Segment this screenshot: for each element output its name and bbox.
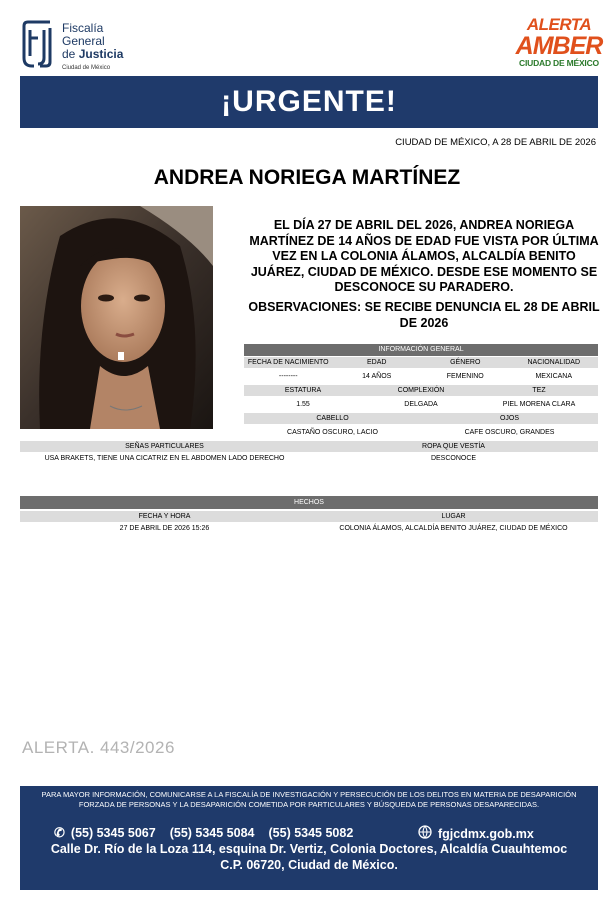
info-col-header: SEÑAS PARTICULARES (125, 443, 204, 450)
info-value-row-2 (244, 399, 598, 410)
alert-number: ALERTA. 443/2026 (22, 738, 175, 757)
info-value: PIEL MORENA CLARA (502, 401, 576, 408)
date-line: CIUDAD DE MÉXICO, A 28 DE ABRIL DE 2026 (395, 137, 596, 148)
amber-line2: AMBER (515, 32, 603, 60)
info-value: USA BRAKETS, TIENE UNA CICATRIZ EN EL ABDOMEN LADO DERECHO (44, 455, 285, 462)
info-value: 14 AÑOS (362, 373, 392, 380)
logo-line1: Fiscalía (62, 21, 104, 35)
case-description: EL DÍA 27 DE ABRIL DEL 2026, ANDREA NORIEGA MARTÍNEZ DE 14 AÑOS DE EDAD FUE VISTA POR ÚLTIMA VEZ EN LA COLONIA ÁLAMOS, ALCALDÍA BENITO JUÁREZ, CIUDAD DE MÉXICO. DESDE ESE MOMENTO SE DESCONOCE SU PARADERO. (249, 218, 599, 294)
info-header-row-2 (244, 385, 598, 396)
website (418, 825, 534, 842)
info-col-header: NACIONALIDAD (527, 359, 580, 366)
info-value-row-3 (244, 427, 598, 438)
info-header-row-3 (244, 413, 598, 424)
phone-number[interactable]: (55) 5345 5067 (70, 826, 156, 840)
facts-col-header: LUGAR (441, 513, 466, 520)
footer-note: PARA MAYOR INFORMACIÓN, COMUNICARSE A LA FISCALÍA DE INVESTIGACIÓN Y PERSECUCIÓN DE LOS DELITOS EN MATERIA DE DESAPARICIÓN FORZADA DE PERSONAS Y LA DESAPARICIÓN COMETIDA POR PARTICULARES Y BÚSQUEDA DE PERSONAS DESAPARECIDAS. (41, 790, 577, 809)
fgj-logo-text (62, 22, 123, 72)
info-col-header: EDAD (367, 359, 387, 366)
info-header-row-1 (244, 357, 598, 368)
facts-value: 27 DE ABRIL DE 2026 15:26 (119, 525, 210, 532)
logo-line3 (62, 48, 123, 61)
facts-value: COLONIA ÁLAMOS, ALCALDÍA BENITO JUÁREZ, CIUDAD DE MÉXICO (339, 525, 568, 532)
phone-list (54, 825, 367, 841)
facts-header (20, 496, 598, 509)
facts-title: HECHOS (294, 499, 324, 506)
logo-line2: General (62, 34, 105, 48)
amber-line1: ALERTA (526, 15, 592, 34)
facts-value-row (20, 523, 598, 534)
info-value: CASTAÑO OSCURO, LACIO (287, 429, 378, 436)
amber-line3: CIUDAD DE MÉXICO (519, 58, 599, 68)
info-col-header: OJOS (499, 415, 520, 422)
logo-line3-bold: Justicia (78, 47, 124, 61)
fgj-logo (20, 18, 130, 74)
info-value-row-1 (244, 371, 598, 382)
info-col-header: ROPA QUE VESTÍA (422, 443, 485, 450)
info-col-header: TEZ (532, 387, 546, 394)
logo-line4: Ciudad de México (62, 65, 111, 71)
address-line2: C.P. 06720, Ciudad de México. (220, 858, 398, 872)
phone-number[interactable]: (55) 5345 5084 (169, 826, 255, 840)
info-value: CAFE OSCURO, GRANDES (464, 429, 555, 436)
urgent-banner: ¡URGENTE! (20, 76, 598, 128)
footer (20, 786, 598, 890)
person-name: ANDREA NORIEGA MARTÍNEZ (153, 166, 461, 189)
info-value: 1.55 (296, 401, 310, 408)
info-value: -------- (278, 373, 298, 380)
fgj-emblem-icon (20, 18, 56, 70)
phone-number[interactable]: (55) 5345 5082 (268, 826, 354, 840)
info-col-header: COMPLEXIÓN (397, 387, 445, 394)
info-value: MEXICANA (535, 373, 573, 380)
info-value: DELGADA (404, 401, 438, 408)
info-col-header: GÉNERO (450, 359, 481, 366)
logo-line3-prefix: de (62, 47, 76, 61)
globe-icon (418, 825, 432, 842)
info-value: DESCONOCE (430, 455, 477, 462)
info-col-header: FECHA DE NACIMIENTO (247, 359, 329, 366)
info-value-row-4 (20, 453, 598, 464)
facts-col-header: FECHA Y HORA (138, 513, 191, 520)
address (20, 841, 598, 873)
website-link[interactable]: fgjcdmx.gob.mx (438, 826, 534, 841)
info-col-header: CABELLO (316, 415, 349, 422)
address-line1: Calle Dr. Río de la Loza 114, esquina Dr. Vertiz, Colonia Doctores, Alcaldía Cuauhtemoc (50, 842, 568, 856)
case-observations: OBSERVACIONES: SE RECIBE DENUNCIA EL 28 DE ABRIL DE 2026 (248, 300, 600, 330)
info-value: FEMENINO (446, 373, 484, 380)
facts-col-header-row (20, 511, 598, 522)
info-header-row-4 (20, 441, 598, 452)
phone-icon: ✆ (54, 825, 65, 840)
info-col-header: ESTATURA (284, 387, 322, 394)
alerta-amber-logo (514, 16, 604, 74)
info-general-header: INFORMACIÓN GENERAL (244, 344, 598, 356)
missing-person-photo (20, 206, 213, 429)
